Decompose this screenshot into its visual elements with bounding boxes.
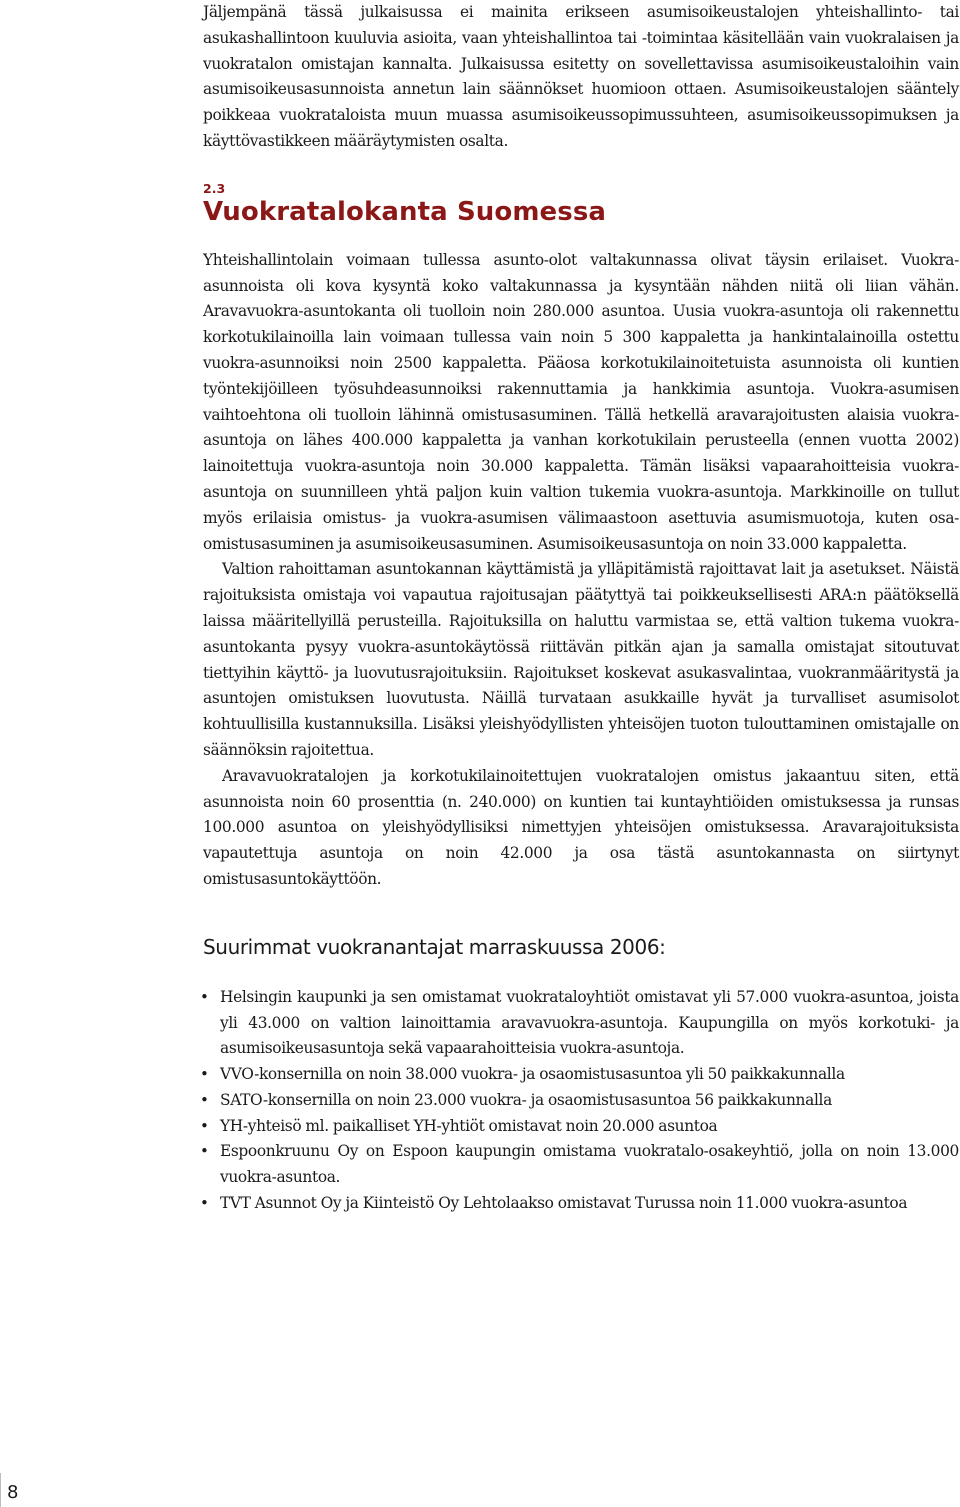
section-title: Vuokratalokanta Suomessa: [203, 196, 607, 227]
bullet-icon: •: [200, 1116, 209, 1135]
list-item: [200, 1191, 959, 1217]
bullet-icon: •: [200, 1065, 209, 1084]
landlords-heading: Suurimmat vuokranantajat marraskuussa 2006:: [203, 934, 666, 959]
intro-paragraph: Jäljempänä tässä julkaisussa ei mainita erikseen asumisoikeustalojen yhteishallinto- tai asukashallintoon kuuluvia asioita, vaan yhteishallintoa tai -toimintaa käsitellään vain vuokralaisen ja vuokratalon omistajan kannalta. Julkaisussa esitetty on sovellettavissa asumisoikeustaloihin vain asumisoikeusasunnoista annetun lain säännökset huomioon ottaen. Asumisoikeustalojen sääntely poikkeaa vuokrataloista muun muassa asumisoikeussopimussuhteen, asumisoikeussopimuksen ja käyttövastikkeen määräytymisten osalta.: [203, 3, 959, 150]
bullet-icon: •: [200, 1194, 209, 1213]
bullet-icon: •: [200, 987, 209, 1006]
list-item-text: VVO-konsernilla on noin 38.000 vuokra- ja osaomistusasuntoa yli 50 paikkakunnalla: [220, 1065, 845, 1084]
list-item-text: Espoonkruunu Oy on Espoon kaupungin omistama vuokratalo-osakeyhtiö, jolla on noin 13.000 vuokra-asuntoa.: [220, 1142, 959, 1187]
page-content: [200, 0, 959, 1217]
list-item-text: YH-yhteisö ml. paikalliset YH-yhtiöt omistavat noin 20.000 asuntoa: [220, 1116, 718, 1135]
section-paragraph-1: Yhteishallintolain voimaan tullessa asunto-olot valtakunnassa olivat täysin erilaiset. Vuokra-asunnoista oli kova kysyntä koko valtakunnassa ja kysyntään nähden niitä oli liian vähän. Aravavuokra-asuntokanta oli tuolloin noin 280.000 asuntoa. Uusia vuokra-asuntoja oli rakennettu korkotukilainoilla lain voimaan tullessa vain noin 5 300 kappaletta ja hankintalainoilla ostettu vuokra-asunnoiksi noin 2500 kappaletta. Pääosa korkotukilainoitetuista asunnoista oli kuntien työntekijöilleen työsuhdeasunnoiksi rakennuttamia ja hankkimia asuntoja. Vuokra-asumisen vaihtoehtona oli tuolloin lähinnä omistusasuminen. Tällä hetkellä aravarajoitusten alaisia vuokra-asuntoja on lähes 400.000 kappaletta ja vanhan korkotukilain perusteella (ennen vuotta 2002) lainoitettuja vuokra-asuntoja noin 30.000 kappaletta. Tämän lisäksi vapaarahoitteisia vuokra-asuntoja on suunnilleen yhtä paljon kuin valtion tukemia vuokra-asuntoja. Markkinoille on tullut myös erilaisia omistus- ja vuokra-asumisen välimaastoon asettuvia asumismuotoja, kuten osa-omistusasuminen ja asumisoikeusasuminen. Asumisoikeusasuntoja on noin 33.000 kappaletta.: [203, 250, 959, 553]
list-item-text: SATO-konsernilla on noin 23.000 vuokra- ja osaomistusasuntoa 56 paikkakunnalla: [220, 1090, 832, 1109]
section-body: [203, 248, 959, 893]
bullet-icon: •: [200, 1090, 209, 1109]
list-item: [200, 985, 959, 1062]
list-item: [200, 1088, 959, 1114]
landlords-list: [200, 985, 959, 1217]
list-item: [200, 1062, 959, 1088]
list-item: [200, 1114, 959, 1140]
margin-divider: [0, 1473, 1, 1507]
bullet-icon: •: [200, 1142, 209, 1161]
list-item-text: TVT Asunnot Oy ja Kiinteistö Oy Lehtolaakso omistavat Turussa noin 11.000 vuokra-asuntoa: [220, 1194, 908, 1213]
page-number: 8: [7, 1482, 19, 1503]
list-item: [200, 1139, 959, 1191]
list-item-text: Helsingin kaupunki ja sen omistamat vuokrataloyhtiöt omistavat yli 57.000 vuokra-asuntoa, joista yli 43.000 on valtion lainoittamia aravavuokra-asuntoja. Kaupungilla on myös korkotuki- ja asumisoikeusasuntoja sekä vapaarahoitteisia vuokra-asuntoja.: [220, 987, 959, 1058]
section-paragraph-2: Valtion rahoittaman asuntokannan käyttämistä ja ylläpitämistä rajoittavat lait ja asetukset. Näistä rajoituksista omistaja voi vapautua rajoitusajan päätyttyä tai poikkeuksellisesti ARA:n päätöksellä laissa määritellyillä perusteilla. Rajoituksilla on haluttu varmistaa se, että valtion tukema vuokra-asuntokanta pysyy vuokra-asuntokäytössä riittävän pitkän ajan ja samalla omistajat sitoutuvat tiettyihin käyttö- ja luovutusrajoituksiin. Rajoitukset koskevat asukasvalintaa, vuokranmääritystä ja asuntojen omistuksen luovutusta. Näillä turvataan asukkaille hyvät ja turvalliset asumisolot kohtuullisilla kustannuksilla. Lisäksi yleishyödyllisten yhteisöjen tuoton tulouttaminen omistajalle on säännöksin rajoitettua.: [203, 560, 959, 759]
section-paragraph-3: Aravavuokratalojen ja korkotukilainoitettujen vuokratalojen omistus jakaantuu siten, että asunnoista noin 60 prosenttia (n. 240.000) on kuntien tai kuntayhtiöiden omistuksessa ja runsas 100.000 asuntoa on yleishyödyllisiksi nimettyjen yhteisöjen omistuksessa. Aravarajoituksista vapautettuja asuntoja on noin 42.000 ja osa tästä asuntokannasta on siirtynyt omistusasuntokäyttöön.: [203, 766, 959, 888]
section-number: 2.3: [203, 180, 226, 196]
